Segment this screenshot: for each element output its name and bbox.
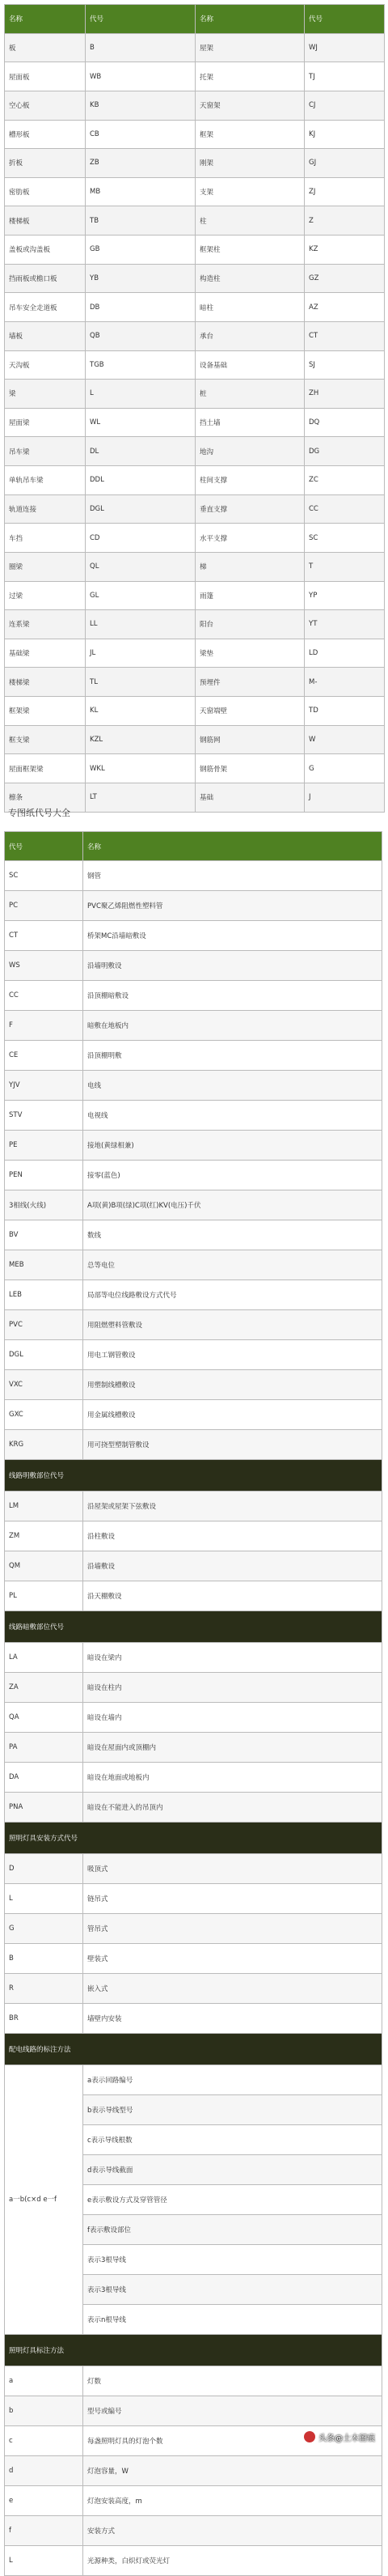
description-cell: 用阻燃塑料管敷设 (83, 1310, 382, 1340)
code-cell: 3相线(火线) (5, 1190, 83, 1220)
member-code-cell: QL (86, 552, 196, 581)
member-code-cell: WL (86, 408, 196, 437)
code-cell: QA (5, 1703, 83, 1733)
description-cell: 暗设在柱内 (83, 1673, 382, 1703)
table-row (5, 1793, 382, 1823)
code-cell: LA (5, 1643, 83, 1673)
table-row (5, 861, 382, 891)
member-code-cell: WB (86, 62, 196, 91)
member-name-cell: 梁垫 (196, 639, 305, 668)
member-code-cell: TGB (86, 350, 196, 380)
description-cell: c表示导线根数 (83, 2125, 382, 2155)
table-row (5, 951, 382, 981)
table-header-row (5, 832, 382, 861)
member-code-cell: GB (86, 236, 196, 265)
description-cell: a表示回路编号 (83, 2065, 382, 2095)
table-row (5, 206, 385, 236)
member-code-cell: ZH (305, 380, 385, 409)
description-cell: 管吊式 (83, 1914, 382, 1944)
table-row (5, 1581, 382, 1611)
code-cell: B (5, 1944, 83, 1974)
table-row (5, 149, 385, 178)
description-cell: 表示3根导线 (83, 2245, 382, 2275)
member-code-cell: DQ (305, 408, 385, 437)
member-code-cell: TD (305, 697, 385, 726)
member-name-cell: 水平支撑 (196, 524, 305, 553)
code-cell: PA (5, 1733, 83, 1763)
table-row (5, 1280, 382, 1310)
code-cell: GXC (5, 1400, 83, 1430)
code-cell: F (5, 1011, 83, 1041)
table-row (5, 1643, 382, 1673)
member-name-cell: 折板 (5, 149, 86, 178)
description-cell: 沿墙敷设 (83, 1551, 382, 1581)
member-name-cell: 钢筋网 (196, 725, 305, 754)
member-code-cell: LD (305, 639, 385, 668)
member-name-cell: 刚架 (196, 149, 305, 178)
member-name-cell: 雨篷 (196, 581, 305, 610)
table-row (5, 2516, 382, 2546)
member-code-cell: KZ (305, 236, 385, 265)
code-cell: PL (5, 1581, 83, 1611)
code-cell: CT (5, 921, 83, 951)
member-code-cell: KJ (305, 120, 385, 149)
code-cell: PVC (5, 1310, 83, 1340)
member-code-cell: W (305, 725, 385, 754)
table-row (5, 321, 385, 350)
member-name-cell: 梯 (196, 552, 305, 581)
member-code-cell: MB (86, 177, 196, 206)
member-name-cell: 单轨吊车梁 (5, 466, 86, 495)
member-code-cell: DDL (86, 466, 196, 495)
code-cell: a (5, 2366, 83, 2396)
member-name-cell: 楼梯板 (5, 206, 86, 236)
member-code-cell: ZB (86, 149, 196, 178)
description-cell: 局部等电位线路敷设方式代号 (83, 1280, 382, 1310)
member-name-cell: 支架 (196, 177, 305, 206)
member-code-cell: CB (86, 120, 196, 149)
member-code-cell: J (305, 783, 385, 812)
code-cell: BR (5, 2004, 83, 2034)
code-cell: KRG (5, 1430, 83, 1460)
table-row (5, 120, 385, 149)
member-code-cell: DG (305, 437, 385, 466)
member-name-cell: 框架柱 (196, 236, 305, 265)
table-row (5, 754, 385, 783)
table-row (5, 1011, 382, 1041)
description-cell: 电线 (83, 1071, 382, 1101)
member-code-cell: GJ (305, 149, 385, 178)
member-name-cell: 屋面板 (5, 62, 86, 91)
table-row (5, 1673, 382, 1703)
code-cell: PEN (5, 1161, 83, 1190)
member-name-cell: 轨道连接 (5, 494, 86, 524)
description-cell: 电视线 (83, 1101, 382, 1131)
table-row (5, 981, 382, 1011)
section-header-title: 照明灯具标注方法 (5, 2335, 382, 2366)
member-name-cell: 楼梯梁 (5, 668, 86, 697)
description-cell: 光源种类，白炽灯或荧光灯 (83, 2546, 382, 2576)
code-cell: PE (5, 1131, 83, 1161)
member-name-cell: 基础 (196, 783, 305, 812)
description-cell: 沿屋架或屋架下弦敷设 (83, 1492, 382, 1521)
code-cell: VXC (5, 1370, 83, 1400)
description-cell: 安装方式 (83, 2516, 382, 2546)
structure-code-table (4, 4, 385, 813)
table-row (5, 1041, 382, 1071)
description-cell: 用金属线槽敷设 (83, 1400, 382, 1430)
section-header-title: 照明灯具安装方式代号 (5, 1823, 382, 1854)
table-row (5, 891, 382, 921)
description-cell: 钢管 (83, 861, 382, 891)
code-cell: WS (5, 951, 83, 981)
description-cell: 沿天棚敷设 (83, 1581, 382, 1611)
table-row (5, 33, 385, 62)
member-code-cell: SJ (305, 350, 385, 380)
description-cell: 数线 (83, 1220, 382, 1250)
section-header-row (5, 1611, 382, 1643)
header-code: 代号 (5, 832, 83, 861)
member-code-cell: WKL (86, 754, 196, 783)
member-name-cell: 钢筋骨架 (196, 754, 305, 783)
member-name-cell: 密肋板 (5, 177, 86, 206)
table-row (5, 2546, 382, 2576)
member-code-cell: LT (86, 783, 196, 812)
section-header-row (5, 1460, 382, 1492)
description-cell: PVC聚乙烯阻燃性塑料管 (83, 891, 382, 921)
member-code-cell: CT (305, 321, 385, 350)
table-row (5, 2065, 382, 2095)
table-row (5, 1220, 382, 1250)
table-row (5, 1161, 382, 1190)
member-name-cell: 挡土墙 (196, 408, 305, 437)
member-name-cell: 柱间支撑 (196, 466, 305, 495)
code-cell: LM (5, 1492, 83, 1521)
member-code-cell: TL (86, 668, 196, 697)
member-name-cell: 框架 (196, 120, 305, 149)
description-cell: 型号或编号 (83, 2396, 382, 2426)
table-row (5, 437, 385, 466)
description-cell: 暗设在不能进入的吊顶内 (83, 1793, 382, 1823)
header-name-1: 名称 (5, 5, 86, 34)
member-name-cell: 地沟 (196, 437, 305, 466)
description-cell: 沿顶棚暗敷设 (83, 981, 382, 1011)
member-code-cell: YT (305, 610, 385, 639)
table-row (5, 1190, 382, 1220)
table-row (5, 668, 385, 697)
member-code-cell: JL (86, 639, 196, 668)
table-row (5, 177, 385, 206)
member-code-cell: YB (86, 264, 196, 293)
code-cell: PC (5, 891, 83, 921)
member-code-cell: DL (86, 437, 196, 466)
table-row (5, 2396, 382, 2426)
member-name-cell: 圈梁 (5, 552, 86, 581)
table-row (5, 1854, 382, 1884)
code-cell: CC (5, 981, 83, 1011)
table-row (5, 408, 385, 437)
table-row (5, 264, 385, 293)
member-name-cell: 槽形板 (5, 120, 86, 149)
table-row (5, 1340, 382, 1370)
code-cell: DGL (5, 1340, 83, 1370)
member-code-cell: ZC (305, 466, 385, 495)
member-name-cell: 构造柱 (196, 264, 305, 293)
table-row (5, 581, 385, 610)
table-header-row (5, 5, 385, 34)
code-cell: e (5, 2486, 83, 2516)
member-code-cell: GZ (305, 264, 385, 293)
table-row (5, 1914, 382, 1944)
member-code-cell: AZ (305, 293, 385, 322)
code-cell: ZM (5, 1521, 83, 1551)
code-cell: MEB (5, 1250, 83, 1280)
table-row (5, 1974, 382, 2004)
code-cell: R (5, 1974, 83, 2004)
member-code-cell: DGL (86, 494, 196, 524)
description-cell: e表示敷设方式及穿管管径 (83, 2185, 382, 2215)
member-code-cell: LL (86, 610, 196, 639)
member-name-cell: 天窗架 (196, 91, 305, 120)
header-name-2: 名称 (196, 5, 305, 34)
code-cell: L (5, 1884, 83, 1914)
table-row (5, 552, 385, 581)
section-title: 专图纸代号大全 (8, 808, 70, 818)
table-row (5, 236, 385, 265)
table-row (5, 1944, 382, 1974)
description-cell: A项(黄)B项(绿)C项(红)KV(电压)千伏 (83, 1190, 382, 1220)
member-name-cell: 桩 (196, 380, 305, 409)
watermark-text: 头条@土木留痕 (318, 2434, 375, 2443)
table-row (5, 293, 385, 322)
table-row (5, 2456, 382, 2486)
code-cell: LEB (5, 1280, 83, 1310)
description-cell: 灯数 (83, 2366, 382, 2396)
description-cell: 用塑制线槽敷设 (83, 1370, 382, 1400)
table-row (5, 1071, 382, 1101)
description-cell: 用电工钢管敷设 (83, 1340, 382, 1370)
code-cell: DA (5, 1763, 83, 1793)
description-cell: 暗敷在地板内 (83, 1011, 382, 1041)
code-cell: d (5, 2456, 83, 2486)
table-row (5, 494, 385, 524)
member-code-cell: Z (305, 206, 385, 236)
member-code-cell: M- (305, 668, 385, 697)
code-cell: b (5, 2396, 83, 2426)
member-code-cell: QB (86, 321, 196, 350)
member-name-cell: 承台 (196, 321, 305, 350)
section-header-row (5, 2034, 382, 2065)
member-code-cell: KZL (86, 725, 196, 754)
section-header-row (5, 1823, 382, 1854)
code-cell: CE (5, 1041, 83, 1071)
member-name-cell: 屋架 (196, 33, 305, 62)
member-name-cell: 屋面框架梁 (5, 754, 86, 783)
header-code-1: 代号 (86, 5, 196, 34)
code-cell: QM (5, 1551, 83, 1581)
description-cell: 表示n根导线 (83, 2305, 382, 2335)
member-name-cell: 阳台 (196, 610, 305, 639)
member-name-cell: 天窗端壁 (196, 697, 305, 726)
member-name-cell: 预埋件 (196, 668, 305, 697)
member-code-cell: CJ (305, 91, 385, 120)
table-row (5, 350, 385, 380)
member-name-cell: 暗柱 (196, 293, 305, 322)
description-cell: 每盏照明灯具的灯泡个数 (83, 2426, 382, 2456)
description-cell: 总等电位 (83, 1250, 382, 1280)
description-cell: 吸顶式 (83, 1854, 382, 1884)
table-row (5, 524, 385, 553)
description-cell: 墙壁内安装 (83, 2004, 382, 2034)
member-name-cell: 基础梁 (5, 639, 86, 668)
member-name-cell: 盖板或沟盖板 (5, 236, 86, 265)
description-cell: 暗设在墙内 (83, 1703, 382, 1733)
description-cell: 沿墙明敷设 (83, 951, 382, 981)
member-code-cell: CC (305, 494, 385, 524)
description-cell: d表示导线截面 (83, 2155, 382, 2185)
member-code-cell: ZJ (305, 177, 385, 206)
section-header-title: 线路明敷部位代号 (5, 1460, 382, 1492)
section-header-row (5, 2335, 382, 2366)
table-row (5, 2486, 382, 2516)
description-cell: 接地(黄绿相兼) (83, 1131, 382, 1161)
member-name-cell: 框支梁 (5, 725, 86, 754)
description-cell: 暗设在地面或地板内 (83, 1763, 382, 1793)
formula-cell: a一b(c×d e一f (5, 2065, 83, 2335)
description-cell: 桥架MC沿墙暗敷设 (83, 921, 382, 951)
code-cell: ZA (5, 1673, 83, 1703)
member-name-cell: 挡雨板或檐口板 (5, 264, 86, 293)
description-cell: 用可挠型塑制管敷设 (83, 1430, 382, 1460)
code-cell: YJV (5, 1071, 83, 1101)
table-row (5, 1101, 382, 1131)
table-row (5, 2366, 382, 2396)
member-name-cell: 屋面梁 (5, 408, 86, 437)
member-code-cell: CD (86, 524, 196, 553)
table-row (5, 1400, 382, 1430)
member-name-cell: 梁 (5, 380, 86, 409)
section-header-title: 配电线路的标注方法 (5, 2034, 382, 2065)
table-row (5, 1131, 382, 1161)
section-header-title: 线路暗敷部位代号 (5, 1611, 382, 1643)
description-cell: 暗设在屋面内或顶棚内 (83, 1733, 382, 1763)
description-cell: 接零(蓝色) (83, 1161, 382, 1190)
table-row (5, 466, 385, 495)
table-row (5, 1250, 382, 1280)
table-row (5, 1521, 382, 1551)
header-code-2: 代号 (305, 5, 385, 34)
member-code-cell: DB (86, 293, 196, 322)
member-name-cell: 板 (5, 33, 86, 62)
member-name-cell: 墙板 (5, 321, 86, 350)
table-row (5, 1310, 382, 1340)
description-cell: 暗设在梁内 (83, 1643, 382, 1673)
table-row (5, 610, 385, 639)
code-cell: STV (5, 1101, 83, 1131)
code-cell: L (5, 2546, 83, 2576)
table-row (5, 1551, 382, 1581)
description-cell: 壁装式 (83, 1944, 382, 1974)
watermark (304, 2428, 375, 2446)
description-cell: f表示敷设部位 (83, 2215, 382, 2245)
member-name-cell: 空心板 (5, 91, 86, 120)
table-row (5, 1430, 382, 1460)
table-row (5, 380, 385, 409)
table-row (5, 62, 385, 91)
table-row (5, 697, 385, 726)
table-row (5, 1733, 382, 1763)
member-code-cell: T (305, 552, 385, 581)
table-row (5, 725, 385, 754)
code-cell: PNA (5, 1793, 83, 1823)
description-cell: 表示3根导线 (83, 2275, 382, 2305)
code-cell: f (5, 2516, 83, 2546)
description-cell: 沿顶棚明敷 (83, 1041, 382, 1071)
member-code-cell: GL (86, 581, 196, 610)
code-cell: BV (5, 1220, 83, 1250)
description-cell: 灯泡安装高度，m (83, 2486, 382, 2516)
member-name-cell: 吊车安全走道板 (5, 293, 86, 322)
description-cell: 链吊式 (83, 1884, 382, 1914)
description-cell: 灯泡容量，W (83, 2456, 382, 2486)
member-name-cell: 设备基础 (196, 350, 305, 380)
table-row (5, 1492, 382, 1521)
member-code-cell: L (86, 380, 196, 409)
member-name-cell: 吊车梁 (5, 437, 86, 466)
member-name-cell: 框架梁 (5, 697, 86, 726)
table-row (5, 639, 385, 668)
member-name-cell: 车挡 (5, 524, 86, 553)
member-code-cell: KB (86, 91, 196, 120)
table-row (5, 1763, 382, 1793)
member-code-cell: WJ (305, 33, 385, 62)
member-code-cell: TJ (305, 62, 385, 91)
description-cell: 沿柱敷设 (83, 1521, 382, 1551)
code-cell: c (5, 2426, 83, 2456)
member-code-cell: B (86, 33, 196, 62)
description-cell: 嵌入式 (83, 1974, 382, 2004)
code-cell: SC (5, 861, 83, 891)
member-name-cell: 垂直支撑 (196, 494, 305, 524)
description-cell: b表示导线型号 (83, 2095, 382, 2125)
member-name-cell: 天沟板 (5, 350, 86, 380)
code-cell: G (5, 1914, 83, 1944)
member-name-cell: 连系梁 (5, 610, 86, 639)
toutiao-logo-icon (304, 2431, 315, 2442)
table-row (5, 1884, 382, 1914)
member-code-cell: SC (305, 524, 385, 553)
header-name: 名称 (83, 832, 382, 861)
member-name-cell: 柱 (196, 206, 305, 236)
table-row (5, 91, 385, 120)
member-name-cell: 托架 (196, 62, 305, 91)
member-code-cell: YP (305, 581, 385, 610)
member-name-cell: 檩条 (5, 783, 86, 812)
table-row (5, 2004, 382, 2034)
member-code-cell: TB (86, 206, 196, 236)
member-code-cell: G (305, 754, 385, 783)
member-code-cell: KL (86, 697, 196, 726)
table-row (5, 1703, 382, 1733)
table-row (5, 921, 382, 951)
drawing-code-table (4, 831, 382, 2576)
code-cell: D (5, 1854, 83, 1884)
table-row (5, 1370, 382, 1400)
member-name-cell: 过梁 (5, 581, 86, 610)
